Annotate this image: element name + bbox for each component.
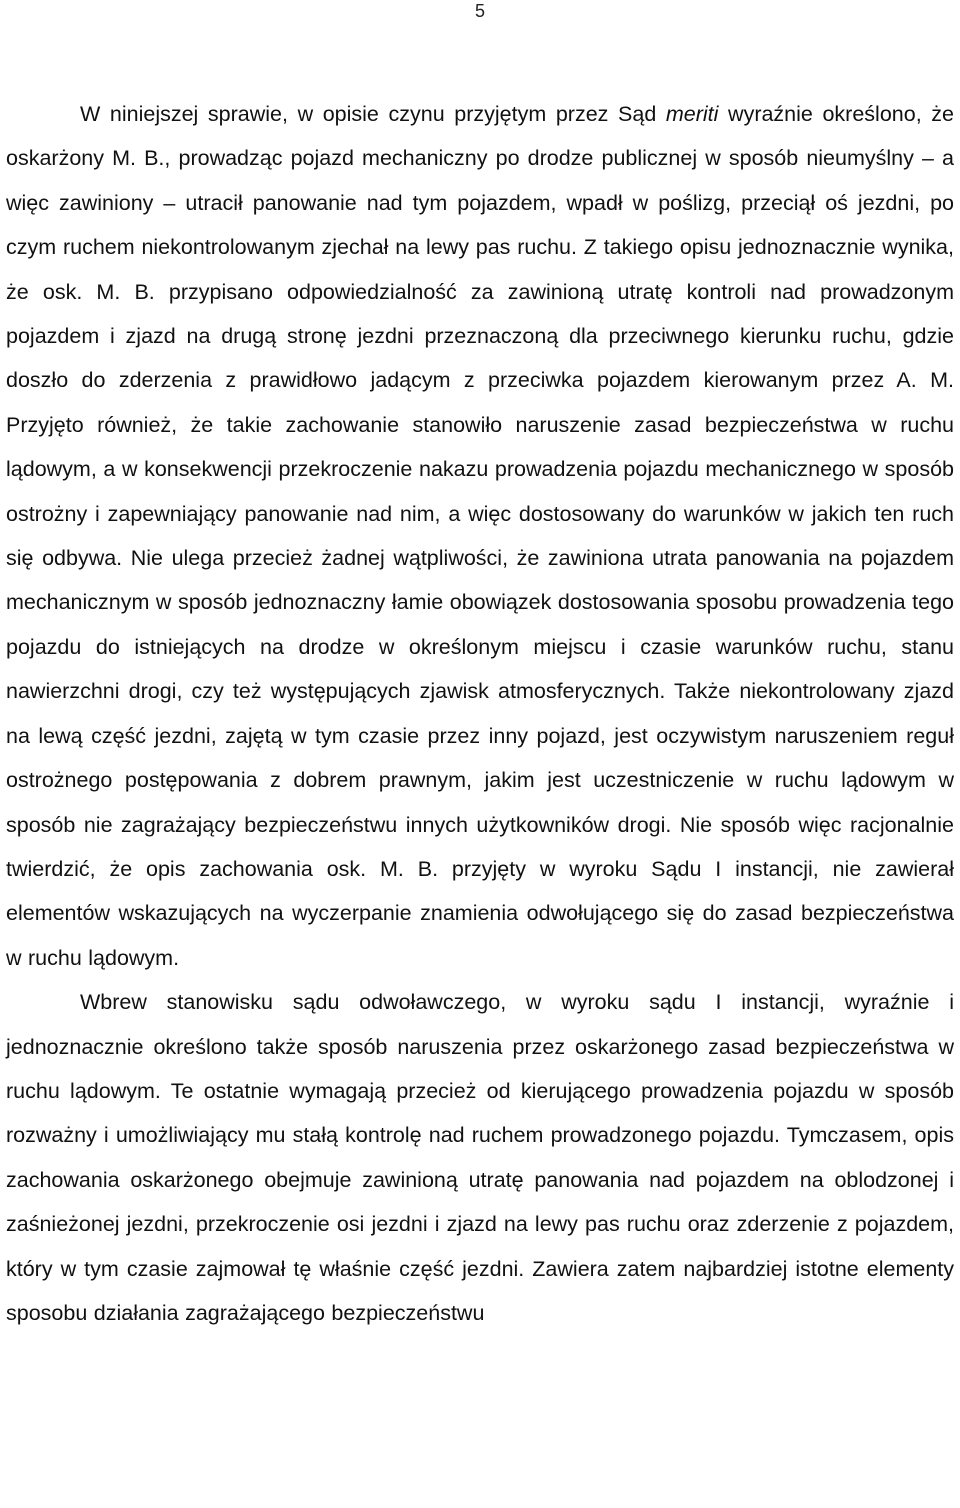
paragraph-1 <box>6 92 954 980</box>
paragraph-2: Wbrew stanowisku sądu odwoławczego, w wyroku sądu I instancji, wyraźnie i jednoznacznie określono także sposób naruszenia przez oskarżonego zasad bezpieczeństwa w ruchu lądowym. Te ostatnie wymagają przecież od kierującego prowadzenia pojazdu w sposób rozważny i umożliwiający mu stałą kontrolę nad ruchem prowadzonego pojazdu. Tymczasem, opis zachowania oskarżonego obejmuje zawinioną utratę panowania nad pojazdem na oblodzonej i zaśnieżonej jezdni, przekroczenie osi jezdni i zjazd na lewy pas ruchu oraz zderzenie z pojazdem, który w tym czasie zajmował tę właśnie część jezdni. Zawiera zatem najbardziej istotne elementy sposobu działania zagrażającego bezpieczeństwu <box>6 990 954 1325</box>
latin-term: meriti <box>665 102 719 126</box>
page-number: 5 <box>474 1 485 21</box>
document-body <box>6 92 954 1335</box>
paragraph-1-text-start: W niniejszej sprawie, w opisie czynu przyjętym przez Sąd <box>80 102 666 126</box>
paragraph-1-text-rest: wyraźnie określono, że oskarżony M. B., prowadząc pojazd mechaniczny po drodze publicznej w sposób nieumyślny – a więc zawiniony – utracił panowanie nad tym pojazdem, wpadł w poślizg, przeciął oś jezdni, po czym ruchem niekontrolowanym zjechał na lewy pas ruchu. Z takiego opisu jednoznacznie wynika, że osk. M. B. przypisano odpowiedzialność za zawinioną utratę kontroli nad prowadzonym pojazdem i zjazd na drugą stronę jezdni przeznaczoną dla przeciwnego kierunku ruchu, gdzie doszło do zderzenia z prawidłowo jadącym z przeciwka pojazdem kierowanym przez A. M. Przyjęto również, że takie zachowanie stanowiło naruszenie zasad bezpieczeństwa w ruchu lądowym, a w konsekwencji przekroczenie nakazu prowadzenia pojazdu mechanicznego w sposób ostrożny i zapewniający panowanie nad nim, a więc dostosowany do warunków w jakich ten ruch się odbywa. Nie ulega przecież żadnej wątpliwości, że zawiniona utrata panowania na pojazdem mechanicznym w sposób jednoznaczny łamie obowiązek dostosowania sposobu prowadzenia tego pojazdu do istniejących na drodze w określonym miejscu i czasie warunków ruchu, stanu nawierzchni drogi, czy też występujących zjawisk atmosferycznych. Także niekontrolowany zjazd na lewą część jezdni, zajętą w tym czasie przez inny pojazd, jest oczywistym naruszeniem reguł ostrożnego postępowania z dobrem prawnym, jakim jest uczestniczenie w ruchu lądowym w sposób nie zagrażający bezpieczeństwu innych użytkowników drogi. Nie sposób więc racjonalnie twierdzić, że opis zachowania osk. M. B. przyjęty w wyroku Sądu I instancji, nie zawierał elementów wskazujących na wyczerpanie znamienia odwołującego się do zasad bezpieczeństwa w ruchu lądowym. <box>6 102 954 970</box>
